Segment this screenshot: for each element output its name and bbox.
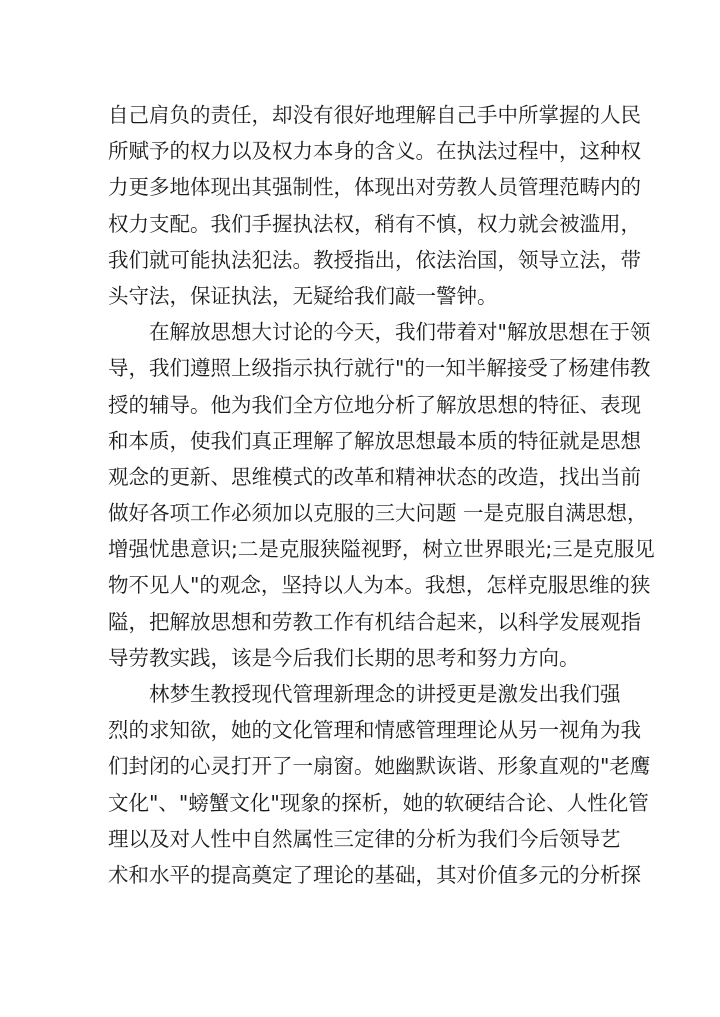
text-line: 物不见人"的观念，坚持以人为本。我想，怎样克服思维的狭 [108, 573, 651, 598]
text-line: 授的辅导。他为我们全方位地分析了解放思想的特征、表现 [108, 392, 641, 417]
text-line: 术和水平的提高奠定了理论的基础，其对价值多元的分析探 [108, 862, 641, 887]
paragraph-3 [108, 676, 651, 893]
text-line: 权力支配。我们手握执法权，稍有不慎，权力就会被滥用， [108, 211, 641, 236]
text-line: 我们就可能执法犯法。教授指出，依法治国，领导立法，带 [108, 247, 641, 272]
text-line: 在解放思想大讨论的今天，我们带着对"解放思想在于领 [149, 320, 651, 345]
text-line: 做好各项工作必须加以克服的三大问题 一是克服自满思想， [108, 501, 648, 526]
text-line: 力更多地体现出其强制性，体现出对劳教人员管理范畴内的 [108, 175, 641, 200]
text-line: 自己肩负的责任，却没有很好地理解自己手中所掌握的人民 [108, 103, 641, 127]
text-line: 观念的更新、思维模式的改革和精神状态的改造，找出当前 [108, 464, 641, 489]
paragraph-2 [108, 314, 655, 676]
text-line: 隘，把解放思想和劳教工作有机结合起来，以科学发展观指 [108, 609, 641, 634]
text-line: 导，我们遵照上级指示执行就行"的一知半解接受了杨建伟教 [108, 356, 651, 381]
paragraph-1 [108, 97, 641, 314]
document-page [108, 97, 655, 893]
text-line: 林梦生教授现代管理新理念的讲授更是激发出我们强 [149, 682, 621, 706]
text-line: 文化"、"螃蟹文化"现象的探析，她的软硬结合论、人性化管 [108, 790, 649, 815]
text-line: 们封闭的心灵打开了一扇窗。她幽默诙谐、形象直观的"老鹰 [108, 754, 651, 779]
text-line: 增强忧患意识;二是克服狭隘视野，树立世界眼光;三是克服见 [108, 537, 655, 562]
text-line: 和本质，使我们真正理解了解放思想最本质的特征就是思想 [108, 428, 641, 453]
text-line: 烈的求知欲，她的文化管理和情感管理理论从另一视角为我 [108, 718, 641, 743]
text-line: 导劳教实践，该是今后我们长期的思考和努力方向。 [108, 645, 580, 670]
text-line: 理以及对人性中自然属性三定律的分析为我们今后领导艺 [108, 826, 621, 851]
text-line: 头守法，保证执法，无疑给我们敲一警钟。 [108, 283, 498, 308]
text-line: 所赋予的权力以及权力本身的含义。在执法过程中，这种权 [108, 139, 641, 164]
